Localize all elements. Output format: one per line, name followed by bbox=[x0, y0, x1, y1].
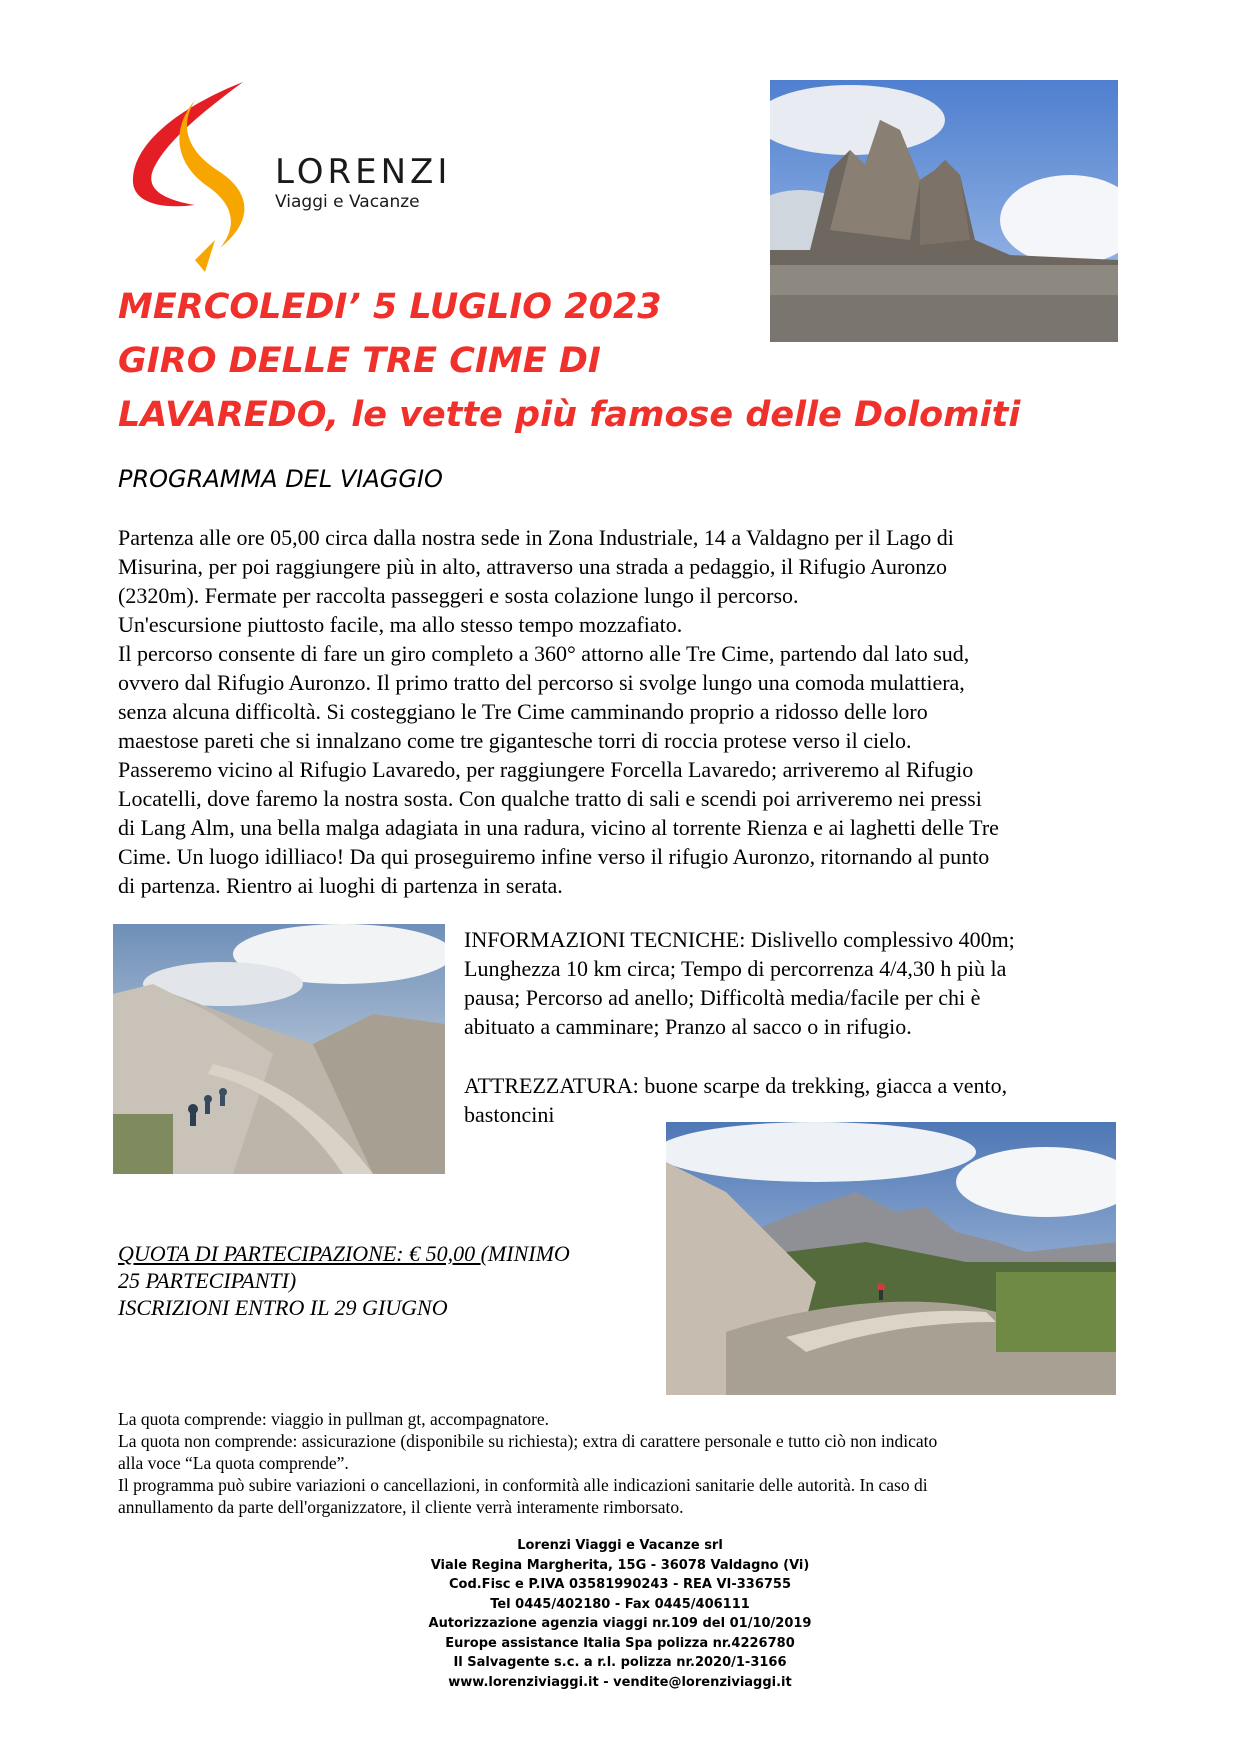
note-line: La quota non comprende: assicurazione (disponibile su richiesta); extra di carattere personale e tutto ciò non indicato bbox=[118, 1431, 938, 1451]
programma-line: senza alcuna difficoltà. Si costeggiano le Tre Cime camminando proprio a ridosso delle loro bbox=[118, 699, 928, 724]
attrezzatura bbox=[464, 1071, 1124, 1129]
footer-line: www.lorenziviaggi.it - vendite@lorenziviaggi.it bbox=[448, 1674, 792, 1690]
attrezzatura-line: bastoncini bbox=[464, 1102, 555, 1127]
photo-trail bbox=[666, 1122, 1116, 1395]
programma-line: maestose pareti che si innalzano come tre gigantesche torri di roccia protese verso il cielo. bbox=[118, 728, 912, 753]
footer-line: Tel 0445/402180 - Fax 0445/406111 bbox=[490, 1596, 750, 1612]
programma-line: Passeremo vicino al Rifugio Lavaredo, per raggiungere Forcella Lavaredo; arriveremo al Rifugio bbox=[118, 757, 974, 782]
programma-line: Partenza alle ore 05,00 circa dalla nostra sede in Zona Industriale, 14 a Valdagno per il Lago di bbox=[118, 525, 954, 550]
programma-line: di partenza. Rientro ai luoghi di partenza in serata. bbox=[118, 873, 563, 898]
footer-line: Il Salvagente s.c. a r.l. polizza nr.2020/1-3166 bbox=[453, 1655, 787, 1670]
headline-date: MERCOLEDI’ 5 LUGLIO 2023 bbox=[118, 287, 662, 327]
programma-line: di Lang Alm, una bella malga adagiata in una radura, vicino al torrente Rienza e ai laghetti delle Tre bbox=[118, 815, 999, 840]
headline-line3: LAVAREDO, le vette più famose delle Dolomiti bbox=[118, 395, 1021, 435]
info-tecniche bbox=[464, 925, 1124, 1041]
info-tecniche-line: pausa; Percorso ad anello; Difficoltà media/facile per chi è bbox=[464, 985, 981, 1010]
note-line: La quota comprende: viaggio in pullman gt, accompagnatore. bbox=[118, 1409, 550, 1429]
programma-text bbox=[118, 523, 1128, 900]
programma-line: Misurina, per poi raggiungere più in alto, attraverso una strada a pedaggio, il Rifugio Auronzo bbox=[118, 554, 948, 579]
quota-rest: (MINIMO bbox=[480, 1241, 570, 1266]
attrezzatura-line: ATTREZZATURA: buone scarpe da trekking, giacca a vento, bbox=[464, 1073, 1008, 1098]
programma-line: Locatelli, dove faremo la nostra sosta. Con qualche tratto di sali e scendi poi arriveremo nei pressi bbox=[118, 786, 982, 811]
note-line: annullamento da parte dell'organizzatore, il cliente verrà interamente rimborsato. bbox=[118, 1497, 684, 1517]
footer-company-info bbox=[320, 1536, 920, 1692]
footer-line: Lorenzi Viaggi e Vacanze srl bbox=[517, 1538, 723, 1553]
notes bbox=[118, 1408, 1128, 1518]
footer-line: Autorizzazione agenzia viaggi nr.109 del 01/10/2019 bbox=[428, 1616, 812, 1631]
programma-line: Un'escursione piuttosto facile, ma allo stesso tempo mozzafiato. bbox=[118, 612, 683, 637]
quota-line3: ISCRIZIONI ENTRO IL 29 GIUGNO bbox=[118, 1295, 448, 1320]
footer-line: Europe assistance Italia Spa polizza nr.4226780 bbox=[445, 1635, 795, 1651]
programma-line: Il percorso consente di fare un giro completo a 360° attorno alle Tre Cime, partendo dal lato sud, bbox=[118, 641, 970, 666]
photo-hikers bbox=[113, 924, 445, 1174]
note-line: Il programma può subire variazioni o cancellazioni, in conformità alle indicazioni sanitarie delle autorità. In caso di bbox=[118, 1475, 928, 1495]
programma-line: Cime. Un luogo idilliaco! Da qui proseguiremo infine verso il rifugio Auronzo, ritornando al punto bbox=[118, 844, 990, 869]
logo-brand-text: LORENZI bbox=[275, 152, 452, 192]
quota-label: QUOTA DI PARTECIPAZIONE: € 50,00 bbox=[118, 1241, 481, 1266]
note-line: alla voce “La quota comprende”. bbox=[118, 1453, 349, 1473]
info-tecniche-line: Lunghezza 10 km circa; Tempo di percorrenza 4/4,30 h più la bbox=[464, 956, 1007, 981]
headline bbox=[118, 280, 1118, 442]
programma-heading: PROGRAMMA DEL VIAGGIO bbox=[118, 465, 443, 493]
programma-line: ovvero dal Rifugio Auronzo. Il primo tratto del percorso si svolge lungo una comoda mulattiera, bbox=[118, 670, 965, 695]
quota-block bbox=[118, 1240, 678, 1321]
headline-line2: GIRO DELLE TRE CIME DI bbox=[118, 341, 601, 381]
info-tecniche-line: INFORMAZIONI TECNICHE: Dislivello complessivo 400m; bbox=[464, 927, 1015, 952]
footer-line: Viale Regina Margherita, 15G - 36078 Valdagno (Vi) bbox=[430, 1557, 810, 1573]
footer-line: Cod.Fisc e P.IVA 03581990243 - REA VI-336755 bbox=[448, 1577, 792, 1592]
company-logo bbox=[125, 80, 505, 280]
programma-line: (2320m). Fermate per raccolta passeggeri e sosta colazione lungo il percorso. bbox=[118, 583, 799, 608]
quota-line2: 25 PARTECIPANTI) bbox=[118, 1268, 297, 1293]
info-tecniche-line: abituato a camminare; Pranzo al sacco o in rifugio. bbox=[464, 1014, 912, 1039]
logo-swoosh-icon bbox=[125, 80, 295, 280]
logo-tagline: Viaggi e Vacanze bbox=[275, 192, 420, 212]
